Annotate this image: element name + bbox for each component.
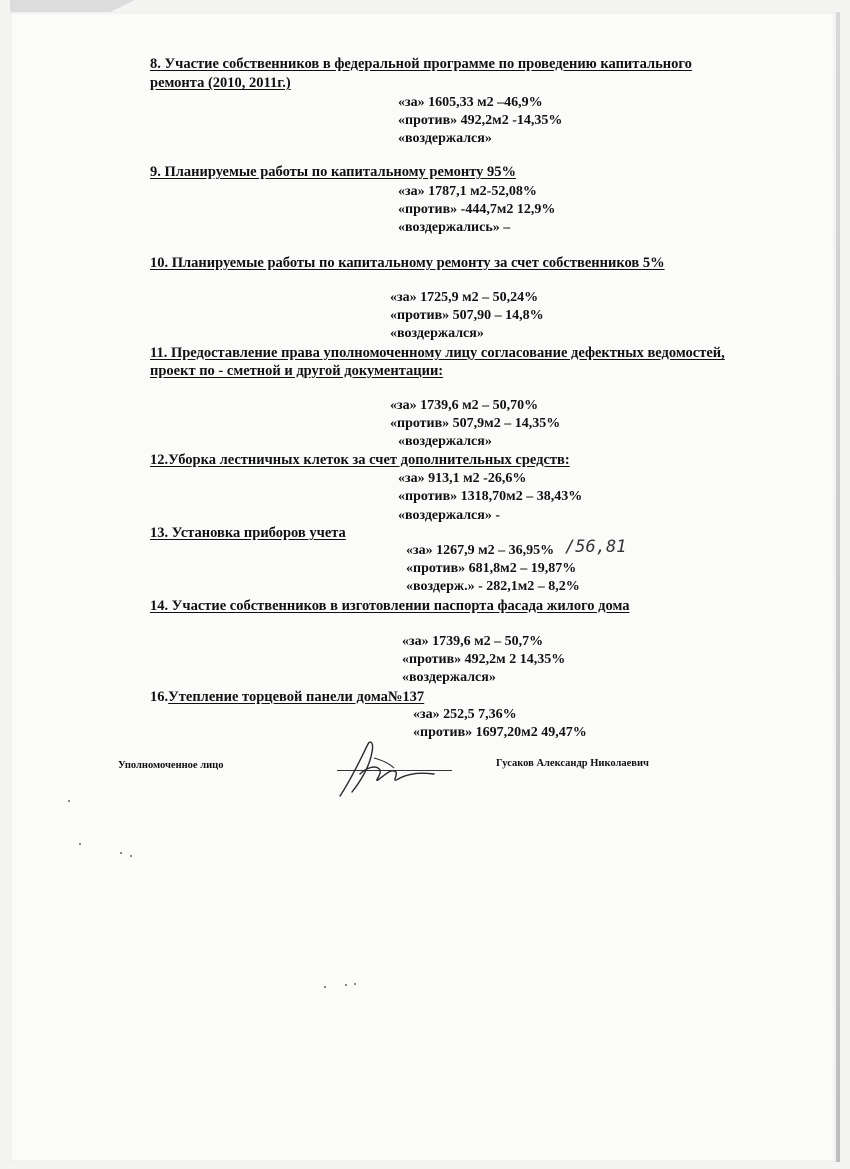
section-8-heading-line-2: ремонта (2010, 2011г.) bbox=[150, 75, 291, 91]
section-8-heading-line-1: 8. Участие собственников в федеральной программе по проведению капитального bbox=[150, 56, 692, 72]
section-16-title: Утепление торцевой панели дома№137 bbox=[168, 689, 425, 705]
section-12-vote-abstain: «воздержался» - bbox=[398, 508, 500, 523]
section-16-heading bbox=[150, 688, 424, 706]
section-12-vote-against: «против» 1318,70м2 – 38,43% bbox=[398, 489, 583, 504]
section-9-heading: 9. Планируемые работы по капитальному ремонту 95% bbox=[150, 164, 517, 180]
section-16-vote-for: «за» 252,5 7,36% bbox=[413, 707, 517, 722]
scan-speck bbox=[324, 986, 326, 988]
scan-speck bbox=[354, 983, 356, 985]
section-13-vote-for: «за» 1267,9 м2 – 36,95% bbox=[406, 543, 555, 558]
section-11-vote-against: «против» 507,9м2 – 14,35% bbox=[390, 416, 561, 431]
section-13-vote-against: «против» 681,8м2 – 19,87% bbox=[406, 561, 577, 576]
authorized-person-name: Гусаков Александр Николаевич bbox=[496, 758, 649, 769]
section-16-number: 16. bbox=[150, 689, 169, 705]
scan-speck bbox=[68, 800, 70, 802]
scan-speck bbox=[79, 843, 81, 845]
section-8-vote-for: «за» 1605,33 м2 –46,9% bbox=[398, 95, 543, 110]
scan-speck bbox=[345, 984, 347, 986]
section-14-vote-against: «против» 492,2м 2 14,35% bbox=[402, 652, 566, 667]
section-14-vote-for: «за» 1739,6 м2 – 50,7% bbox=[402, 634, 544, 649]
section-11-vote-for: «за» 1739,6 м2 – 50,70% bbox=[390, 398, 539, 413]
signature-image bbox=[330, 738, 440, 800]
section-11-heading-line-1: 11. Предоставление права уполномоченному лицу согласование дефектных ведомостей, bbox=[150, 345, 725, 361]
section-10-vote-against: «против» 507,90 – 14,8% bbox=[390, 308, 544, 323]
section-13-handwritten-note: /56,81 bbox=[565, 537, 627, 557]
section-13-vote-abstain: «воздерж.» - 282,1м2 – 8,2% bbox=[406, 579, 580, 594]
section-14-vote-abstain: «воздержался» bbox=[402, 670, 496, 685]
section-14-heading: 14. Участие собственников в изготовлении паспорта фасада жилого дома bbox=[150, 598, 630, 614]
section-9-vote-abstain: «воздержались» – bbox=[398, 220, 511, 235]
section-11-heading-line-2: проект по - сметной и другой документации: bbox=[150, 363, 444, 379]
section-10-vote-abstain: «воздержался» bbox=[390, 326, 484, 341]
section-10-heading: 10. Планируемые работы по капитальному ремонту за счет собственников 5% bbox=[150, 255, 665, 271]
section-9-vote-for: «за» 1787,1 м2-52,08% bbox=[398, 184, 537, 199]
scan-speck bbox=[130, 855, 132, 857]
section-10-vote-for: «за» 1725,9 м2 – 50,24% bbox=[390, 290, 539, 305]
section-9-vote-against: «против» -444,7м2 12,9% bbox=[398, 202, 556, 217]
section-12-vote-for: «за» 913,1 м2 -26,6% bbox=[398, 471, 527, 486]
authorized-person-label: Уполномоченное лицо bbox=[118, 760, 224, 771]
section-13-heading: 13. Установка приборов учета bbox=[150, 525, 346, 541]
scan-speck bbox=[120, 852, 122, 854]
section-8-vote-abstain: «воздержался» bbox=[398, 131, 492, 146]
section-16-vote-against: «против» 1697,20м2 49,47% bbox=[413, 725, 587, 740]
section-12-heading: 12.Уборка лестничных клеток за счет дополнительных средств: bbox=[150, 452, 570, 468]
section-11-vote-abstain: «воздержался» bbox=[398, 434, 492, 449]
section-8-vote-against: «против» 492,2м2 -14,35% bbox=[398, 113, 563, 128]
page-edge-shadow bbox=[836, 12, 840, 1162]
